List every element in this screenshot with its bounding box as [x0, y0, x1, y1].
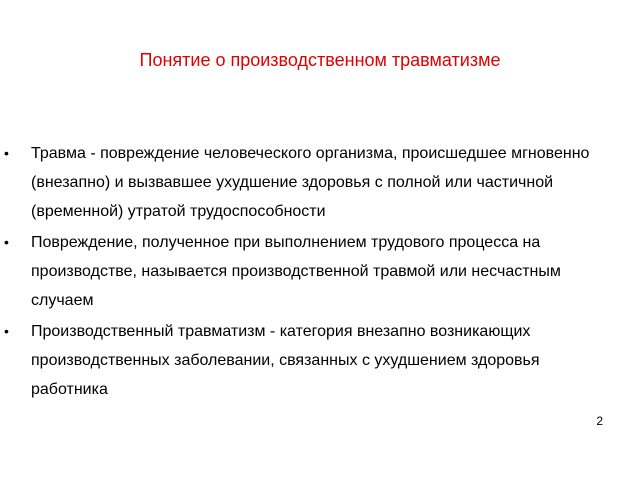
bullet-marker-icon: • — [4, 145, 9, 161]
bullet-marker-icon: • — [4, 234, 9, 250]
bullet-list — [0, 139, 640, 406]
bullet-text: Травма - повреждение человеческого организма, происшедшее мгновенно (внезапно) и вызвавшее ухудшение здоровья с полной или частичной (временной) утратой трудоспособности — [31, 145, 590, 220]
bullet-marker-icon: • — [4, 323, 9, 339]
slide-title: Понятие о производственном травматизме — [139, 50, 501, 70]
bullet-item-traumatism — [0, 317, 640, 404]
bullet-text: Повреждение, полученное при выполнением трудового процесса на производстве, называется производственной травмой или несчастным случаем — [31, 234, 561, 309]
bullet-item-trauma — [0, 139, 640, 226]
bullet-item-injury — [0, 228, 640, 315]
bullet-text: Производственный травматизм - категория внезапно возникающих производственных заболевании, связанных с ухудшением здоровья работника — [31, 323, 540, 398]
page-number: 2 — [596, 414, 603, 428]
